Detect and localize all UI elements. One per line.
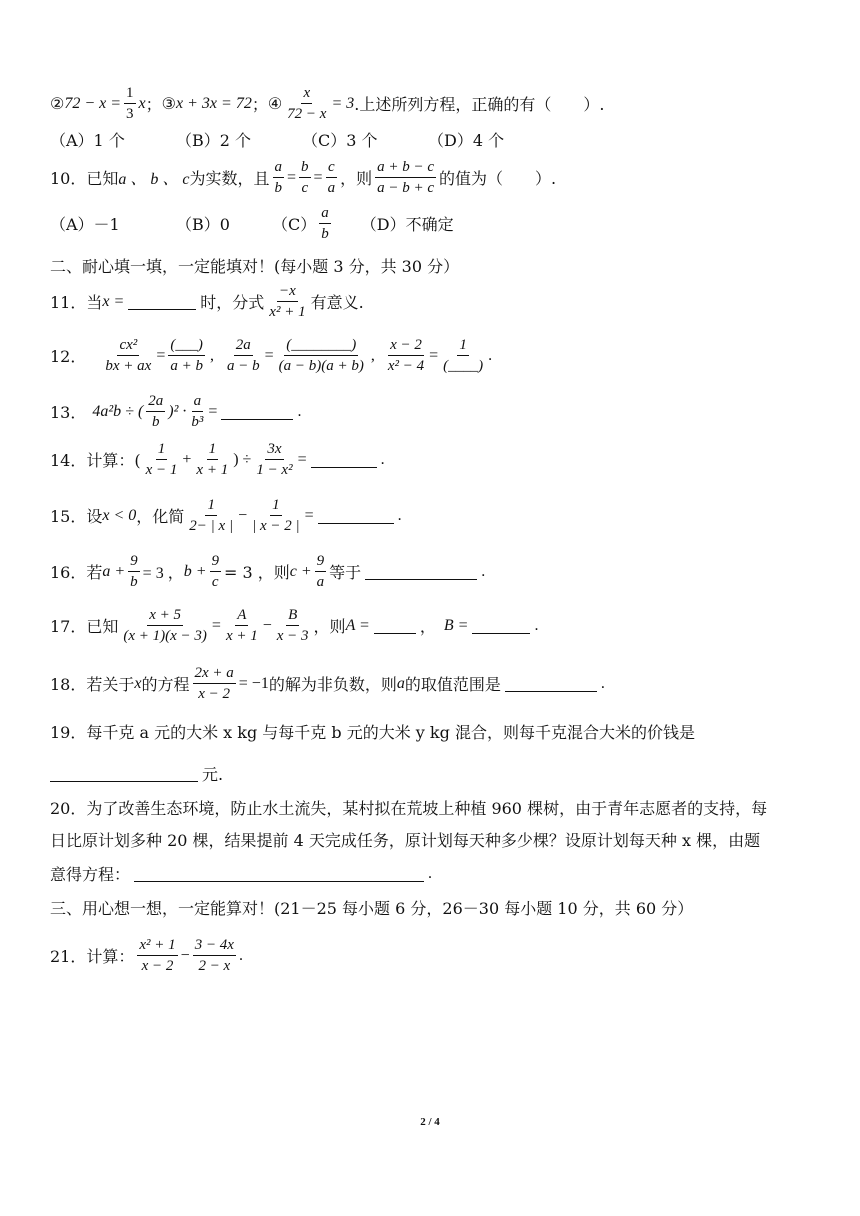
eq2-left: 72 − x = bbox=[64, 94, 122, 112]
q11-var: x = bbox=[102, 292, 125, 310]
q21 bbox=[50, 936, 243, 975]
q10-f2: $\frac{b}{c}$ bbox=[301, 159, 309, 196]
q16-e1: a + bbox=[102, 562, 126, 580]
q19-line1: 19．每千克 a 元的大米 x kg 与每千克 b 元的大米 y kg 混合，则每千克混合大米的价钱是 bbox=[50, 723, 695, 742]
circle-2: ② bbox=[50, 94, 65, 113]
q19-tail: 元. bbox=[202, 765, 224, 784]
q11-mid: 时，分式 bbox=[200, 293, 265, 312]
circle-4: ④ bbox=[267, 94, 283, 113]
eq2-right: x bbox=[138, 94, 146, 112]
q21-f1: $\frac{\text{x² + 1}}{x - 2}$ bbox=[139, 937, 176, 974]
q16-e3: c + bbox=[289, 562, 312, 580]
eq3: x + 3x = 72 bbox=[176, 94, 252, 112]
q14-f2: $\frac{1}{x + 1}$ bbox=[196, 441, 229, 478]
q17-f1: $\frac{x + 5}{(x + 1)(x - 3)}$ bbox=[123, 607, 207, 644]
q12-b-left: $\frac{2a}{a - b}$ bbox=[226, 337, 260, 374]
q18-mid: 的方程 bbox=[141, 675, 190, 694]
q16-f1: $\frac{9}{b}$ bbox=[130, 553, 138, 590]
q16-f3: $\frac{9}{a}$ bbox=[316, 553, 325, 590]
section-2-heading: 二、耐心填一填，一定能填对！(每小题 3 分，共 30 分） bbox=[50, 257, 460, 276]
q10-label: 10．已知 bbox=[50, 169, 119, 188]
q15-blank[interactable] bbox=[318, 507, 394, 524]
q17-blank-a[interactable] bbox=[374, 617, 416, 634]
q20-line1: 20．为了改善生态环境，防止水土流失，某村拟在荒坡上种植 960 棵树，由于青年志愿者的支持，每 bbox=[50, 799, 768, 818]
q11-tail: 有意义. bbox=[310, 293, 364, 312]
q14-tail: . bbox=[380, 450, 385, 468]
q19-blank[interactable] bbox=[50, 765, 198, 782]
q16-blank[interactable] bbox=[365, 563, 477, 580]
q17-label: 17．已知 bbox=[50, 617, 119, 636]
q13-expr1: 4a²b ÷ ( bbox=[92, 402, 144, 420]
q14-label: 14．计算：( bbox=[50, 451, 141, 470]
q10-option-c-frac: $\frac{a}{b}$ bbox=[321, 205, 329, 242]
q20-end: . bbox=[428, 864, 433, 882]
q20-label: 意得方程： bbox=[50, 865, 131, 884]
q17-f2: $\frac{A}{x + 1}$ bbox=[225, 607, 258, 644]
q15-cond: x < 0 bbox=[102, 506, 137, 524]
q9-equations bbox=[50, 84, 604, 123]
q9-option-c: （C）3 个 bbox=[302, 131, 378, 150]
q18-var2: a bbox=[396, 674, 405, 692]
q21-tail: . bbox=[238, 946, 243, 964]
q10-option-c: （C） bbox=[272, 215, 317, 234]
q12-c-left: $\frac{x - 2}{\text{x² − 4}}$ bbox=[387, 337, 425, 374]
q14 bbox=[50, 440, 385, 479]
q10-vars: a 、 b 、 c bbox=[118, 171, 190, 188]
q21-minus: − bbox=[180, 946, 190, 964]
q10-option-b: （B）0 bbox=[176, 215, 230, 234]
q16-label: 16．若 bbox=[50, 563, 103, 582]
q20-blank[interactable] bbox=[134, 865, 424, 882]
q12: 12． $\frac{\text{cx²}}{bx + ax}$ = $\frac{(\_\_\_)}{a + b}$ , $\frac{2a}{a - b}$ = $\frac{(\_\_\_\_\_\_\_\_)}{(a - b)(a + b)}$ , $\frac{x - 2}{\text{x² − 4}}$ = $\frac{1}{(\_\_\_\_)}$ . bbox=[50, 337, 493, 374]
q14-f1: $\frac{1}{x - 1}$ bbox=[145, 441, 178, 478]
q15-tail: . bbox=[397, 506, 402, 524]
q21-label: 21．计算： bbox=[50, 947, 135, 966]
q17-sep: ， bbox=[419, 617, 436, 636]
q13-expr2: )² · bbox=[168, 402, 187, 420]
q14-div: ) ÷ bbox=[233, 450, 252, 468]
q11-blank[interactable] bbox=[128, 293, 196, 310]
q15-f2: $\frac{1}{| x - 2 |}$ bbox=[252, 497, 300, 534]
circle-3: ③ bbox=[161, 94, 177, 113]
q16-r1: = 3 ， bbox=[142, 565, 184, 582]
q18-frac: $\frac{2x + a}{x - 2}$ bbox=[194, 665, 234, 702]
q16-f2: $\frac{9}{c}$ bbox=[211, 553, 219, 590]
q12-c-right[interactable]: $\frac{1}{(\_\_\_\_)}$ bbox=[443, 337, 484, 374]
q12-a-right[interactable]: $\frac{(\_\_\_)}{a + b}$ bbox=[170, 337, 203, 374]
q13 bbox=[50, 392, 301, 431]
q16-e2: b + bbox=[183, 562, 207, 580]
q13-eq: = bbox=[208, 402, 218, 420]
q17-blank-b[interactable] bbox=[472, 617, 530, 634]
q17-minus: − bbox=[262, 616, 272, 634]
q11 bbox=[50, 282, 364, 321]
q10-option-d: （D）不确定 bbox=[360, 215, 454, 234]
q18 bbox=[50, 664, 605, 703]
q20-line3 bbox=[50, 862, 432, 885]
q14-f3: $\frac{3x}{\text{1 − x²}}$ bbox=[256, 441, 293, 478]
q17-A: A = bbox=[345, 616, 370, 634]
q9-option-d: （D）4 个 bbox=[428, 131, 505, 150]
q15 bbox=[50, 496, 402, 535]
section-3-heading: 三、用心想一想，一定能算对！(21－25 每小题 6 分，26－30 每小题 10 分，共 60 分） bbox=[50, 899, 694, 918]
sep: ； bbox=[145, 95, 162, 114]
q15-minus: − bbox=[238, 506, 248, 524]
q10-frac: $\frac{a + b - c}{a - b + c}$ bbox=[377, 159, 434, 196]
q17-B: B = bbox=[443, 616, 469, 634]
q9-options bbox=[50, 128, 504, 151]
q17-mid: ，则 bbox=[313, 617, 346, 636]
q16-tail: 等于 bbox=[329, 563, 362, 582]
q20-line2: 日比原计划多种 20 棵，结果提前 4 天完成任务，原计划每天种多少棵？设原计划每天种 x 棵，由题 bbox=[50, 831, 761, 850]
q14-plus: + bbox=[182, 450, 192, 468]
q10-mid: 为实数，且 bbox=[189, 169, 270, 188]
q12-b-right[interactable]: $\frac{(\_\_\_\_\_\_\_\_)}{(a - b)(a + b)}$ bbox=[278, 337, 364, 374]
q18-end: . bbox=[600, 674, 605, 692]
eq4-frac: $\frac{x}{72 - x}$ bbox=[287, 85, 327, 122]
q16 bbox=[50, 552, 485, 591]
q18-var: x bbox=[134, 674, 142, 692]
q17 bbox=[50, 606, 538, 645]
q18-tail1: 的解为非负数，则 bbox=[268, 675, 397, 694]
q17-eq: = bbox=[211, 616, 221, 634]
q17-tail: . bbox=[534, 616, 539, 634]
q13-label: 13． bbox=[50, 403, 87, 422]
q13-frac1: $\frac{2a}{b}$ bbox=[148, 393, 164, 430]
q14-eq: = bbox=[297, 450, 307, 468]
q12-a-left: $\frac{\text{cx²}}{bx + ax}$ bbox=[105, 337, 152, 374]
q18-tail2: 的取值范围是 bbox=[404, 675, 501, 694]
q9-option-b: （B）2 个 bbox=[176, 131, 252, 150]
q10-option-a: （A）－1 bbox=[50, 215, 120, 234]
q9-option-a: （A）1 个 bbox=[50, 131, 125, 150]
eq4-right: = 3 bbox=[331, 94, 355, 112]
q10-f1: $\frac{a}{b}$ bbox=[274, 159, 282, 196]
q21-f2: $\frac{3 - 4x}{2 - x}$ bbox=[194, 937, 234, 974]
eq2-frac: $\frac{1}{3}$ bbox=[126, 85, 134, 122]
q18-label: 18．若关于 bbox=[50, 675, 135, 694]
q9-tail: .上述所列方程，正确的有（ ）. bbox=[354, 95, 605, 114]
q10-options bbox=[50, 204, 454, 243]
q10-stem: 10．已知 a 、 b 、 c 为实数，且 $\frac{a}{b}$ = $\frac{b}{c}$ = $\frac{c}{a}$ ，则 $\frac{a + b - c}{a - b + c}$ 的值为（ ）. bbox=[50, 159, 557, 196]
q15-f1: $\frac{1}{2- | x |}$ bbox=[189, 497, 234, 534]
q10-then: ，则 bbox=[340, 169, 373, 188]
q13-tail: . bbox=[297, 402, 302, 420]
q19-line2 bbox=[50, 762, 223, 785]
q10-tail: 的值为（ ）. bbox=[438, 169, 557, 188]
sep: ； bbox=[251, 95, 268, 114]
q16-r2: = 3 ，则 bbox=[224, 563, 290, 582]
q15-label: 15．设 bbox=[50, 507, 103, 526]
q16-end: . bbox=[481, 562, 486, 580]
q11-label: 11．当 bbox=[50, 293, 103, 312]
q18-eq: = −1 bbox=[238, 674, 269, 692]
q18-blank[interactable] bbox=[505, 675, 597, 692]
q14-blank[interactable] bbox=[311, 451, 377, 468]
q15-mid: ，化简 bbox=[136, 507, 185, 526]
q13-frac2: $\frac{a}{\text{b³}}$ bbox=[191, 393, 204, 430]
q11-frac: $\frac{-x}{\text{x² + 1}}$ bbox=[269, 283, 306, 320]
page-number: 2 / 4 bbox=[420, 1116, 440, 1128]
q10-f3: $\frac{c}{a}$ bbox=[327, 159, 336, 196]
q12-label: 12． bbox=[50, 347, 87, 366]
q13-blank[interactable] bbox=[221, 403, 293, 420]
q15-eq: = bbox=[304, 506, 314, 524]
q17-f3: $\frac{B}{x - 3}$ bbox=[276, 607, 309, 644]
